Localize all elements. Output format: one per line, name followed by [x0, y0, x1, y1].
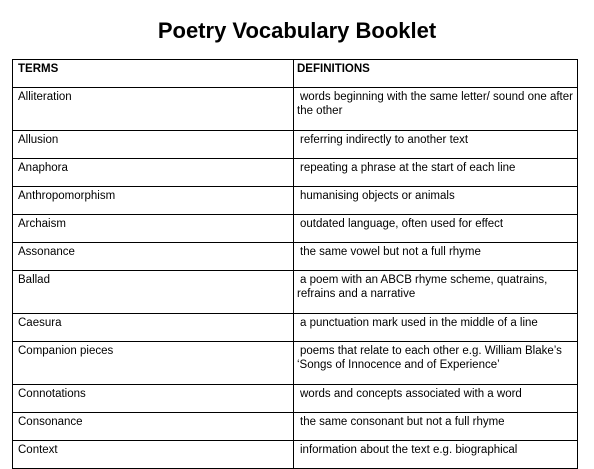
term-cell: Connotations: [13, 385, 294, 413]
table-row: [13, 314, 578, 342]
definition-cell: [294, 385, 578, 413]
definition-text: the same consonant but not a full rhyme: [300, 416, 505, 428]
definition-cell: [294, 215, 578, 243]
definition-cell: [294, 131, 578, 159]
table-row: [13, 131, 578, 159]
definition-cell: [294, 342, 578, 385]
definition-text: words and concepts associated with a word: [300, 388, 522, 400]
column-header-terms: TERMS: [13, 60, 294, 88]
definition-cell: [294, 159, 578, 187]
term-cell: Ballad: [13, 271, 294, 314]
table-row: [13, 413, 578, 441]
definition-text: repeating a phrase at the start of each line: [300, 162, 516, 174]
definition-cell: [294, 187, 578, 215]
definition-cell: [294, 271, 578, 314]
table-row: [13, 187, 578, 215]
term-cell: Caesura: [13, 314, 294, 342]
term-cell: Anthropomorphism: [13, 187, 294, 215]
document-title: Poetry Vocabulary Booklet: [157, 18, 437, 43]
table-row: [13, 243, 578, 271]
definition-text: outdated language, often used for effect: [300, 218, 504, 230]
table-row: [13, 215, 578, 243]
table-row: [13, 342, 578, 385]
definition-text: words beginning with the same letter/ sound one after the other: [297, 91, 573, 117]
term-cell: Allusion: [13, 131, 294, 159]
table-row: [13, 88, 578, 131]
definition-text: poems that relate to each other e.g. William Blake’s ‘Songs of Innocence and of Experience’: [297, 345, 562, 371]
table-row: [13, 385, 578, 413]
table-header-row: [13, 60, 578, 88]
term-cell: Consonance: [13, 413, 294, 441]
term-cell: Archaism: [13, 215, 294, 243]
definition-cell: [294, 314, 578, 342]
definition-cell: [294, 243, 578, 271]
definition-text: the same vowel but not a full rhyme: [300, 246, 481, 258]
table-row: [13, 271, 578, 314]
term-cell: Companion pieces: [13, 342, 294, 385]
definition-text: a poem with an ABCB rhyme scheme, quatrains, refrains and a narrative: [297, 274, 548, 300]
table-row: [13, 159, 578, 187]
definition-text: humanising objects or animals: [300, 190, 455, 202]
definition-cell: [294, 88, 578, 131]
term-cell: Anaphora: [13, 159, 294, 187]
term-cell: Alliteration: [13, 88, 294, 131]
definition-text: information about the text e.g. biographical: [300, 444, 518, 456]
column-header-definitions: DEFINITIONS: [294, 60, 578, 88]
vocabulary-table: [12, 59, 578, 469]
definition-cell: [294, 413, 578, 441]
definition-text: a punctuation mark used in the middle of a line: [300, 317, 538, 329]
term-cell: Context: [13, 441, 294, 469]
definition-text: referring indirectly to another text: [300, 134, 469, 146]
term-cell: Assonance: [13, 243, 294, 271]
